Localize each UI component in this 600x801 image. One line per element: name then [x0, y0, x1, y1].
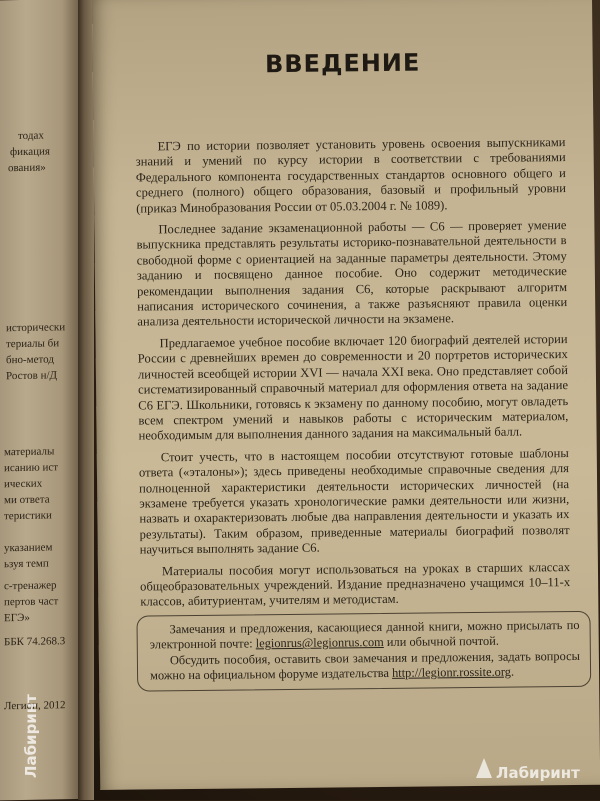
left-page-line: ББК 74.268.3 — [4, 635, 66, 649]
left-page-line: материалы — [4, 445, 55, 459]
introduction-text — [135, 135, 570, 610]
left-page-line: бно-метод — [6, 353, 54, 367]
labirint-logo-icon — [476, 758, 492, 778]
labirint-watermark-left — [8, 690, 48, 780]
feedback-note-box — [136, 611, 591, 691]
left-page-line: ования» — [8, 161, 46, 175]
left-page-line: ических — [4, 477, 43, 491]
note-text: Обсудить пособия, оставить свои замечания и предложения, задать вопросы можно на официальном форуме издательства — [150, 648, 580, 683]
left-page-line: ми ответа — [4, 493, 50, 507]
left-page-line: ЕГЭ» — [4, 611, 30, 625]
email-link[interactable]: legionrus@legionrus.com — [255, 635, 384, 651]
note-text: . — [510, 664, 515, 679]
forum-link[interactable]: http://legionr.rossite.org — [391, 664, 511, 681]
note-text: или обычной почтой. — [383, 634, 500, 650]
left-page-line: исанию ист — [4, 461, 59, 475]
paragraph: Материалы пособия могут использоваться на уроках в старших классах общеобразовательных учреждений. Издание предназначено учащимся 10–11-х классов, абитуриентам, учителям и методистам. — [140, 559, 571, 609]
watermark-text: Лабиринт — [22, 694, 40, 778]
labirint-watermark-right — [470, 748, 595, 788]
paragraph: Последнее задание экзаменационной работы — С6 — проверяет умение выпускника представлять результаты историко-познавательной деятельности в свободной форме с ориентацией на заданные параметры деятельности. Этому заданию и посвящено данное пособие. Оно содержит методические рекомендации выполнения задания С6, которые раскрывают алгоритм написания исторического сочинения, а также разъясняют правила оценки анализа деятельности исторической личности на экзамене. — [136, 218, 568, 330]
paragraph: Стоит учесть, что в настоящем пособии отсутствуют готовые шаблоны ответа («эталоны»); здесь приведены необходимые справочные сведения для полноценной характеристики деятельности исторических личностей (на экзамене требуется указать хронологические рамки деятельности или жизни, назвать и охарактеризовать любые два направления деятельности и указать их результаты). Таким образом, приведенные материалы биографий позволят научиться выполнять задание С6. — [138, 445, 570, 557]
paragraph: ЕГЭ по истории позволяет установить уровень освоения выпускниками знаний и умений по курсу истории в соответствии с требованиями Федерального компонента государственных стандартов основного общего и среднего (полного) общего образования, базовый и профильный уровни (приказ Минобразования России от 05.03.2004 г. № 1089). — [135, 135, 567, 216]
left-page-line: Легион, 2012 — [4, 699, 66, 713]
feedback-email-line — [150, 618, 580, 653]
paragraph: Предлагаемое учебное пособие включает 120 биографий деятелей истории России с древнейших времен до современности и 20 портретов исторических личностей всеобщей истории XVI — начала XXI века. Оно представляет собой систематизированный справочный материал для оформления ответа на задание С6 ЕГЭ. Школьники, готовясь к экзамену по данному пособию, могут овладеть всем спектром умений и навыков работы с историческим материалом, необходимым для выполнения данного задания на максимальный балл. — [137, 331, 569, 443]
left-page-line: указанием — [4, 541, 53, 555]
watermark-text: Лабиринт — [496, 764, 580, 782]
feedback-forum-line — [150, 649, 580, 684]
page-title: ВВЕДЕНИЕ — [264, 48, 421, 79]
left-page-line: фикация — [10, 145, 50, 159]
left-page-line: ьзуя темп — [4, 557, 49, 571]
left-page-line: териалы би — [6, 337, 60, 351]
left-page-line: с-тренажер — [4, 579, 57, 593]
book-page — [92, 0, 600, 790]
note-text: Замечания и предложения, касающиеся данной книги, можно присылать по электронной почте: — [149, 617, 580, 652]
left-page-line: Ростов н/Д — [6, 369, 58, 383]
left-page-line: теристики — [4, 509, 52, 523]
left-page-line: тодах — [18, 129, 44, 143]
left-page-line: исторически — [6, 321, 66, 335]
book-gutter — [78, 0, 94, 800]
left-page-line: пертов част — [4, 595, 59, 609]
previous-page — [0, 0, 80, 801]
